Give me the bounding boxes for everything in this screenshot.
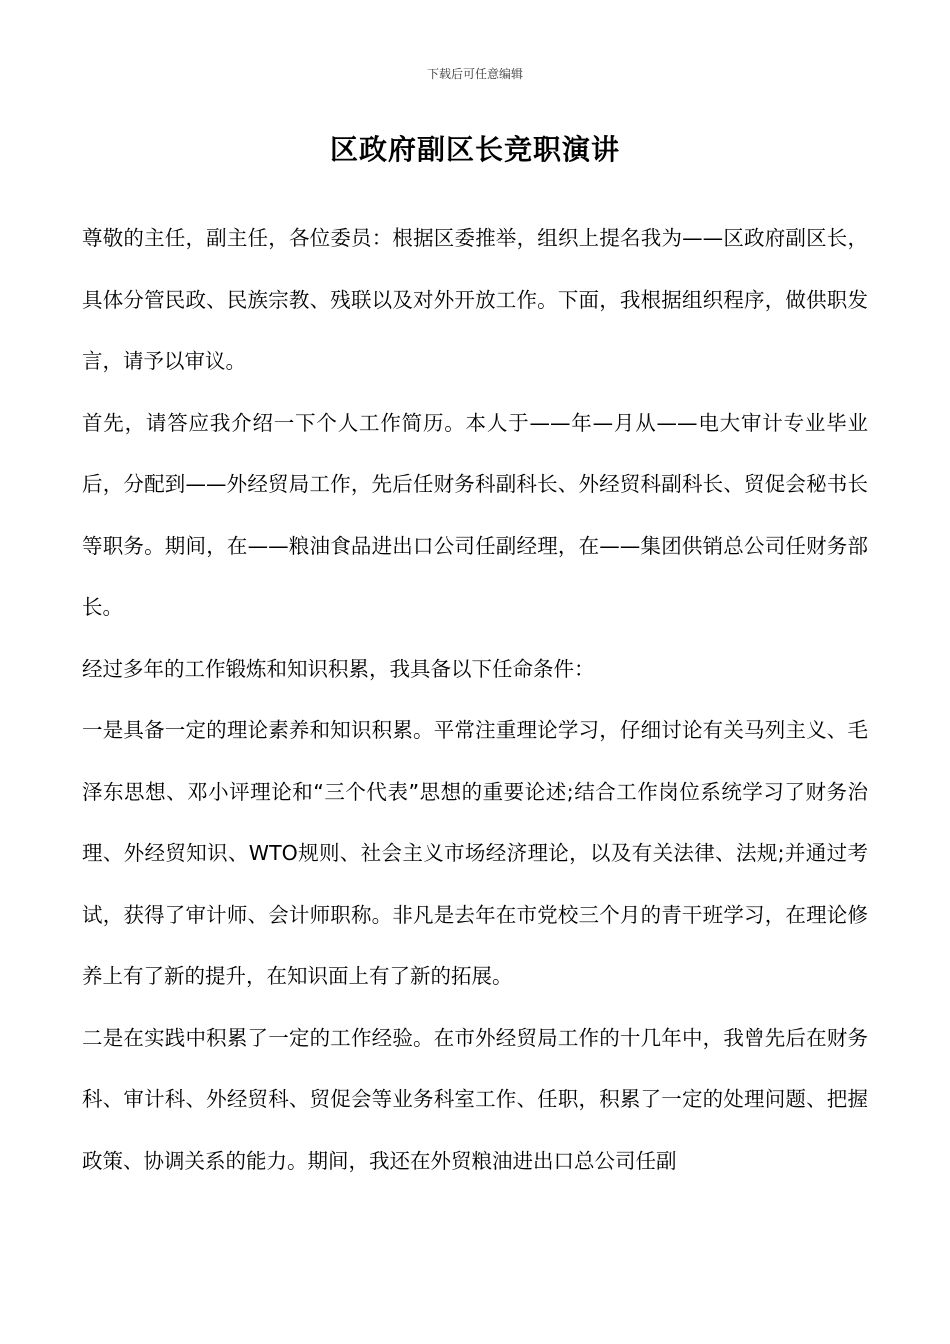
header-note: 下载后可任意编辑 bbox=[426, 67, 523, 81]
paragraph-condition-two: 二是在实践中积累了一定的工作经验。在市外经贸局工作的十几年中，我曾先后在财务科、审计科、外经贸科、贸促会等业务科室工作、任职，积累了一定的处理问题、把握政策、协调关系的能力。期间，我还在外贸粮油进出口总公司任副 bbox=[82, 1025, 868, 1173]
paragraph-opening: 尊敬的主任，副主任，各位委员：根据区委推举，组织上提名我为——区政府副区长，具体分管民政、民族宗教、残联以及对外开放工作。下面，我根据组织程序，做供职发言，请予以审议。 bbox=[82, 226, 868, 373]
paragraph-condition-one: 一是具备一定的理论素养和知识积累。平常注重理论学习，仔细讨论有关马列主义、毛泽东思想、邓小评理论和“三个代表”思想的重要论述;结合工作岗位系统学习了财务治理、外经贸知识、WTO规则、社会主义市场经济理论，以及有关法律、法规;并通过考试，获得了审计师、会计师职称。非凡是去年在市党校三个月的青干班学习，在理论修养上有了新的提升，在知识面上有了新的拓展。 bbox=[82, 718, 868, 988]
document-title: 区政府副区长竞职演讲 bbox=[329, 133, 620, 166]
document-body bbox=[82, 208, 868, 1192]
paragraph-conditions-intro: 经过多年的工作锻炼和知识积累，我具备以下任命条件： bbox=[82, 656, 595, 681]
paragraph-resume: 首先，请答应我介绍一下个人工作简历。本人于——年—月从——电大审计专业毕业后，分配到——外经贸局工作，先后任财务科副科长、外经贸科副科长、贸促会秘书长等职务。期间，在——粮油食品进出口公司任副经理，在——集团供销总公司任财务部长。 bbox=[82, 410, 868, 619]
